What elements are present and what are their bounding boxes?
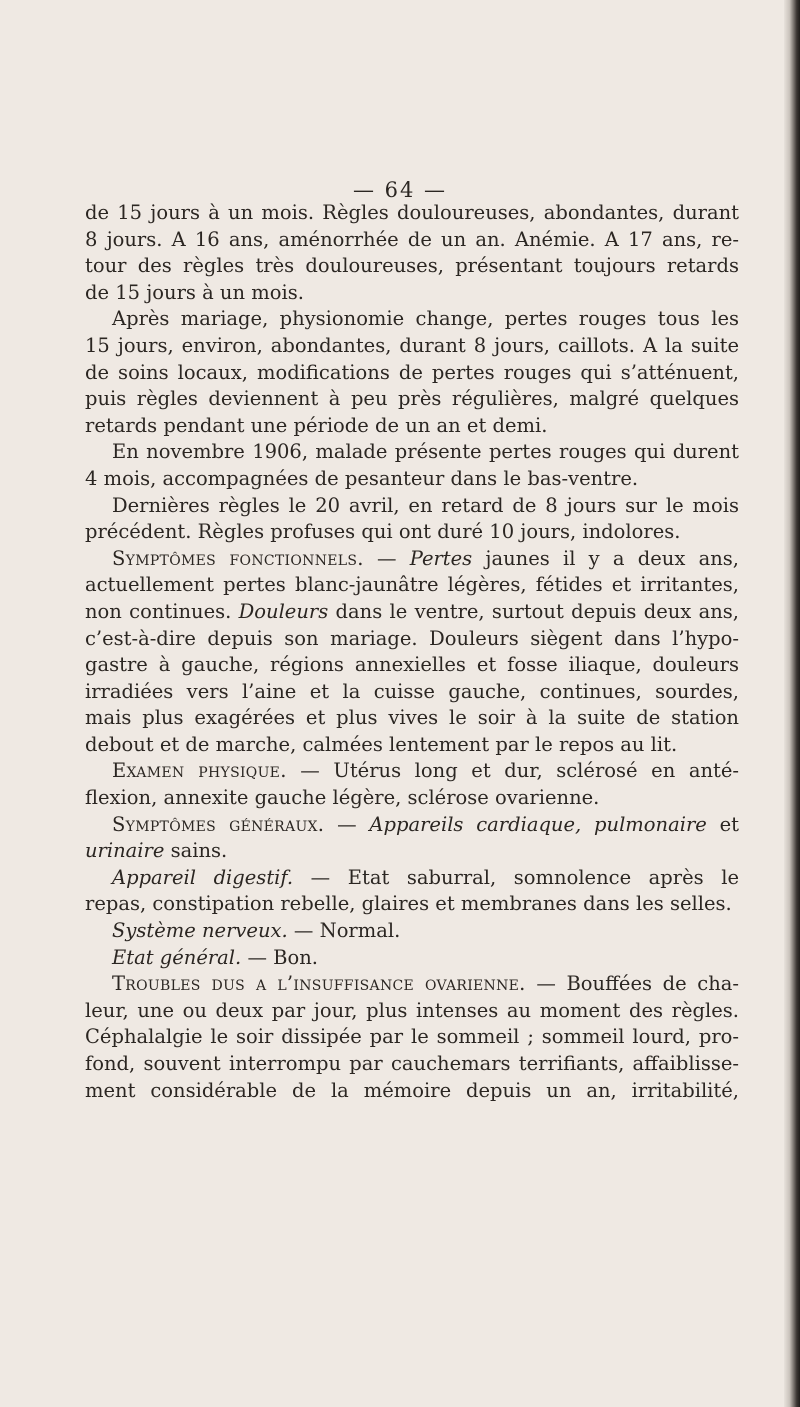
text-line: puis règles deviennent à peu près régulières, malgré quelques	[85, 387, 739, 411]
body-text	[85, 200, 739, 1104]
subheading: Douleurs	[238, 599, 329, 623]
subheading: Etat général.	[112, 945, 242, 969]
text-line: de 15 jours à un mois.	[85, 280, 304, 304]
text-line: précédent. Règles profuses qui ont duré 10 jours, indolores.	[85, 520, 681, 544]
text-line: de 15 jours à un mois. Règles douloureuses, abondantes, durant	[85, 201, 739, 224]
subheading: Système nerveux.	[112, 919, 288, 943]
text-line: debout et de marche, calmées lentement par le repos au lit.	[85, 732, 678, 756]
text-line: Symptômes fonctionnels. — Pertes jaunes il y a deux ans,	[112, 546, 739, 570]
section-heading: Examen physique.	[112, 759, 287, 783]
text-line: Après mariage, physionomie change, pertes rouges tous les	[112, 307, 739, 331]
text-line: ment considérable de la mémoire depuis un an, irritabilité,	[85, 1078, 739, 1102]
text-line: c’est-à-dire depuis son mariage. Douleurs siègent dans l’hypo-	[85, 626, 739, 650]
text-line: tour des règles très douloureuses, présentant toujours retards	[85, 254, 739, 278]
subheading: Appareils cardiaque, pulmonaire	[369, 812, 707, 836]
text-line: non continues. Douleurs dans le ventre, surtout depuis deux ans,	[85, 599, 739, 623]
text-line: 8 jours. A 16 ans, aménorrhée de un an. Anémie. A 17 ans, re-	[85, 227, 739, 251]
text-line: actuellement pertes blanc-jaunâtre légères, fétides et irritantes,	[85, 573, 739, 597]
text-line: Examen physique. — Utérus long et dur, sclérosé en anté-	[112, 759, 739, 783]
text-line: Symptômes généraux. — Appareils cardiaque, pulmonaire et	[112, 812, 740, 836]
text-line: flexion, annexite gauche légère, sclérose ovarienne.	[85, 786, 600, 810]
text-line: gastre à gauche, régions annexielles et fosse iliaque, douleurs	[85, 653, 739, 677]
text-line: fond, souvent interrompu par cauchemars terrifiants, affaiblisse-	[85, 1052, 739, 1075]
page-number: — 64 —	[352, 178, 448, 202]
text-line: repas, constipation rebelle, glaires et membranes dans les selles.	[85, 892, 732, 916]
subheading: Pertes	[409, 546, 473, 570]
text-line: irradiées vers l’aine et la cuisse gauche, continues, sourdes,	[85, 679, 739, 703]
text-line: Appareil digestif. — Etat saburral, somnolence après le	[112, 865, 739, 889]
text-line: 4 mois, accompagnées de pesanteur dans le bas-ventre.	[85, 466, 639, 490]
text-line: Troubles dus a l’insuffisance ovarienne. — Bouffées de cha-	[112, 972, 739, 996]
text-line: Système nerveux. — Normal.	[112, 919, 401, 943]
text-line: 15 jours, environ, abondantes, durant 8 jours, caillots. A la suite	[85, 333, 739, 357]
text-line: Dernières règles le 20 avril, en retard de 8 jours sur le mois	[112, 493, 739, 517]
section-heading: Symptômes fonctionnels.	[112, 546, 364, 570]
subheading: urinaire	[85, 839, 165, 863]
text-line: urinaire sains.	[85, 839, 228, 863]
text-line: Céphalalgie le soir dissipée par le sommeil ; sommeil lourd, pro-	[85, 1025, 739, 1049]
text-line: En novembre 1906, malade présente pertes rouges qui durent	[112, 440, 739, 464]
text-line: retards pendant une période de un an et demi.	[85, 413, 548, 437]
section-heading: Troubles dus a l’insuffisance ovarienne.	[112, 972, 526, 996]
page-edge-shadow	[784, 0, 800, 1407]
section-heading: Symptômes généraux.	[112, 812, 325, 836]
subheading: Appareil digestif.	[112, 865, 294, 889]
text-line: de soins locaux, modifications de pertes rouges qui s’atténuent,	[85, 360, 739, 384]
text-line: mais plus exagérées et plus vives le soir à la suite de station	[85, 706, 739, 730]
text-line: Etat général. — Bon.	[112, 945, 318, 969]
text-line: leur, une ou deux par jour, plus intenses au moment des règles.	[85, 998, 739, 1022]
